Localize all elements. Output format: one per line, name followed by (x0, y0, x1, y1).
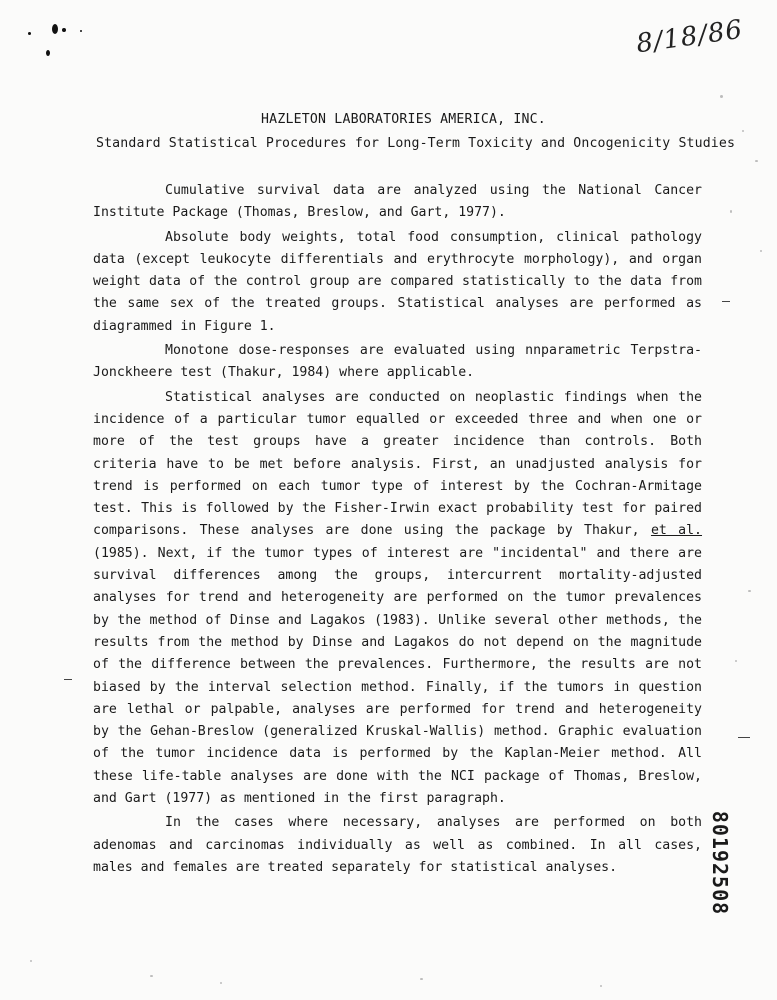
margin-mark (738, 737, 750, 738)
scan-mark (62, 28, 66, 32)
paragraph: Cumulative survival data are analyzed using the National Cancer Institute Package (Thomas, Breslow, and Gart, 1977). (93, 183, 702, 221)
company-heading: HAZLETON LABORATORIES AMERICA, INC. (261, 112, 546, 127)
scan-speckle (600, 985, 602, 987)
paragraph-text: Statistical analyses are conducted on neoplastic findings when the incidence of a particular tumor equalled or exceeded three and when one or more of the test groups have a greater incidence than controls. Both criteria have to be met before analysis. First, an unadjusted analysis for trend is performed on each tumor type of interest by the Cochran-Armitage test. This is followed by the Fisher-Irwin exact probability test for paired comparisons. These analyses are done using the package by Thakur, (93, 389, 702, 539)
scan-speckle (420, 978, 423, 980)
paragraph-text: (1985). Next, if the tumor types of interest are "incidental" and there are survival differences among the groups, intercurrent mortality-adjusted analyses for trend and heterogeneity are performed on the tumor prevalences by the method of Dinse and Lagakos (1983). Unlike several other methods, the results from the method by Dinse and Lagakos do not depend on the magnitude of the difference between the prevalences. Furthermore, the results are not biased by the interval selection method. Finally, if the tumors in question are lethal or palpable, analyses are performed for trend and heterogeneity by the Gehan-Breslow (generalized Kruskal-Wallis) method. Graphic evaluation of the tumor incidence data is performed by the Kaplan-Meier method. All these life-table analyses are done with the NCI package of Thomas, Breslow, and Gart (1977) as mentioned in the first paragraph. (93, 545, 702, 807)
bates-number (700, 808, 740, 918)
scan-speckle (748, 590, 751, 592)
bates-number-text: 80192508 (708, 810, 732, 916)
scan-mark (80, 30, 82, 32)
scan-speckle (755, 160, 758, 162)
paragraph: Monotone dose-responses are evaluated using nnparametric Terpstra-Jonckheere test (Thakur, 1984) where applicable. (93, 343, 702, 381)
handwritten-date: 8/18/86 (634, 14, 745, 60)
scan-speckle (730, 210, 732, 213)
scan-speckle (150, 975, 153, 977)
citation-et-al: et al. (650, 523, 703, 539)
paragraph (93, 387, 702, 811)
scan-speckle (30, 960, 32, 962)
scan-speckle (735, 660, 737, 662)
scan-speckle (720, 95, 723, 98)
scan-speckle (220, 982, 222, 984)
scan-mark (28, 32, 31, 35)
scan-speckle (742, 130, 744, 132)
scan-mark (46, 50, 50, 56)
document-title: Standard Statistical Procedures for Long-Term Toxicity and Oncogenicity Studies (96, 136, 736, 151)
document-body (93, 180, 702, 879)
scan-mark (52, 24, 58, 34)
paragraph: Absolute body weights, total food consumption, clinical pathology data (except leukocyte differentials and erythrocyte morphology), and organ weight data of the control group are compared statistically to the data from the same sex of the treated groups. Statistical analyses are performed as diagrammed in Figure 1. (93, 229, 702, 334)
margin-mark (64, 679, 72, 680)
scan-speckle (760, 250, 762, 252)
paragraph: In the cases where necessary, analyses are performed on both adenomas and carcinomas individually as well as combined. In all cases, males and females are treated separately for statistical analyses. (93, 815, 702, 875)
margin-mark (722, 301, 730, 302)
